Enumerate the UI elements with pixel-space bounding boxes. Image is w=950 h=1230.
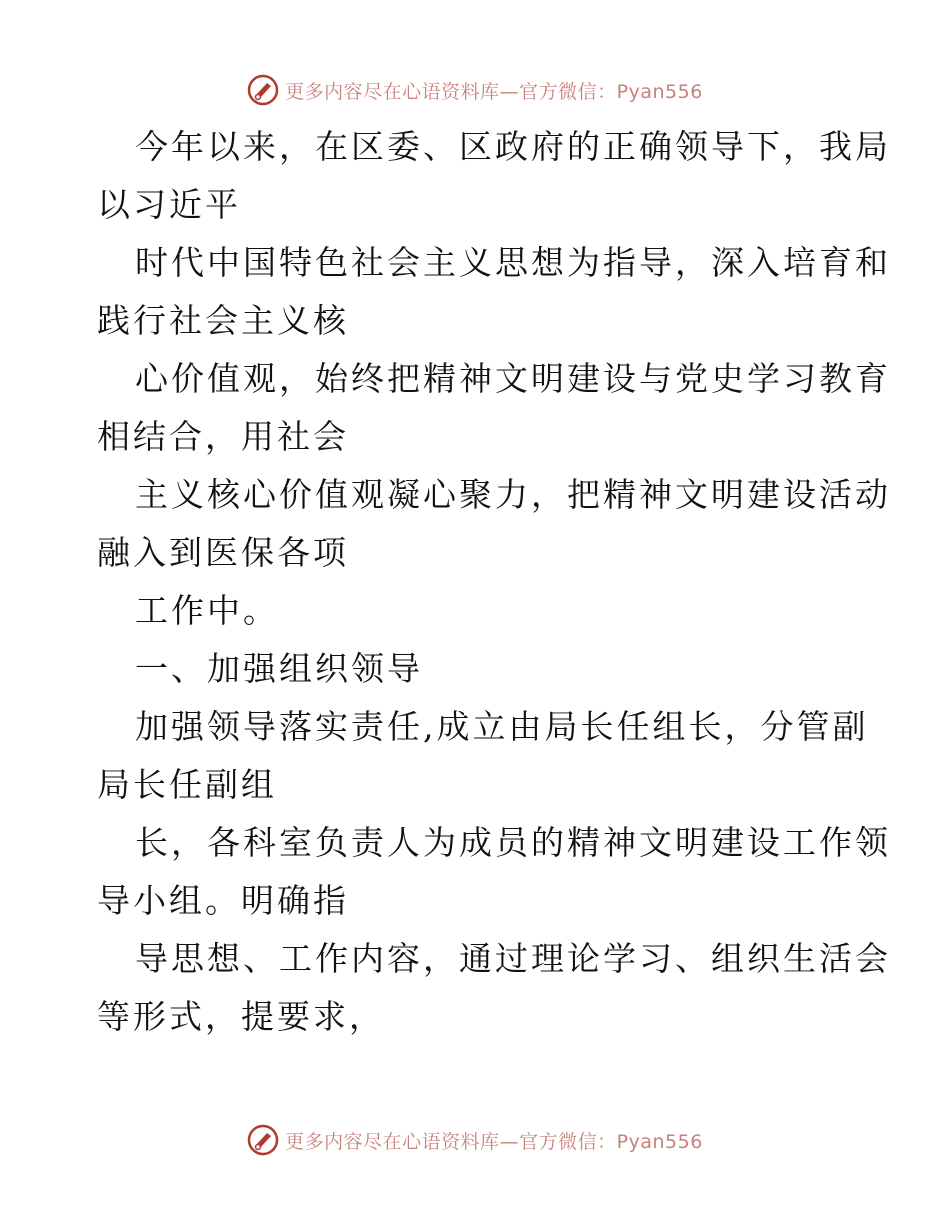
- text-line: 导思想、工作内容，通过理论学习、组织生活会: [135, 939, 891, 978]
- text-line: 长，各科室负责人为成员的精神文明建设工作领: [135, 823, 891, 862]
- text-line: 一、加强组织领导: [135, 649, 423, 688]
- text-line: 主义核心价值观凝心聚力，把精神文明建设活动: [135, 475, 891, 514]
- text-line: 践行社会主义核: [97, 301, 349, 340]
- footer-watermark: [0, 1120, 950, 1160]
- text-line: 导小组。明确指: [97, 881, 349, 920]
- text-line: 相结合，用社会: [97, 417, 349, 456]
- text-line: 心价值观，始终把精神文明建设与党史学习教育: [135, 359, 891, 398]
- header-watermark: [0, 70, 950, 110]
- text-line: 加强领导落实责任,成立由局长任组长，分管副: [135, 707, 869, 746]
- text-line: 融入到医保各项: [97, 533, 349, 572]
- text-line: 以习近平: [97, 185, 241, 224]
- text-line: 等形式，提要求，: [97, 997, 385, 1036]
- text-line: 工作中。: [135, 591, 279, 630]
- text-line: 局长任副组: [97, 765, 277, 804]
- text-line: 今年以来，在区委、区政府的正确领导下，我局: [135, 127, 891, 166]
- footer-watermark-text: 更多内容尽在心语资料库—官方微信：Pyan556: [285, 1130, 703, 1153]
- document-body: [97, 118, 891, 1046]
- header-watermark-text: 更多内容尽在心语资料库—官方微信：Pyan556: [285, 80, 703, 103]
- brand-logo-icon: [247, 74, 279, 106]
- text-line: 时代中国特色社会主义思想为指导，深入培育和: [135, 243, 891, 282]
- brand-logo-icon: [247, 1124, 279, 1156]
